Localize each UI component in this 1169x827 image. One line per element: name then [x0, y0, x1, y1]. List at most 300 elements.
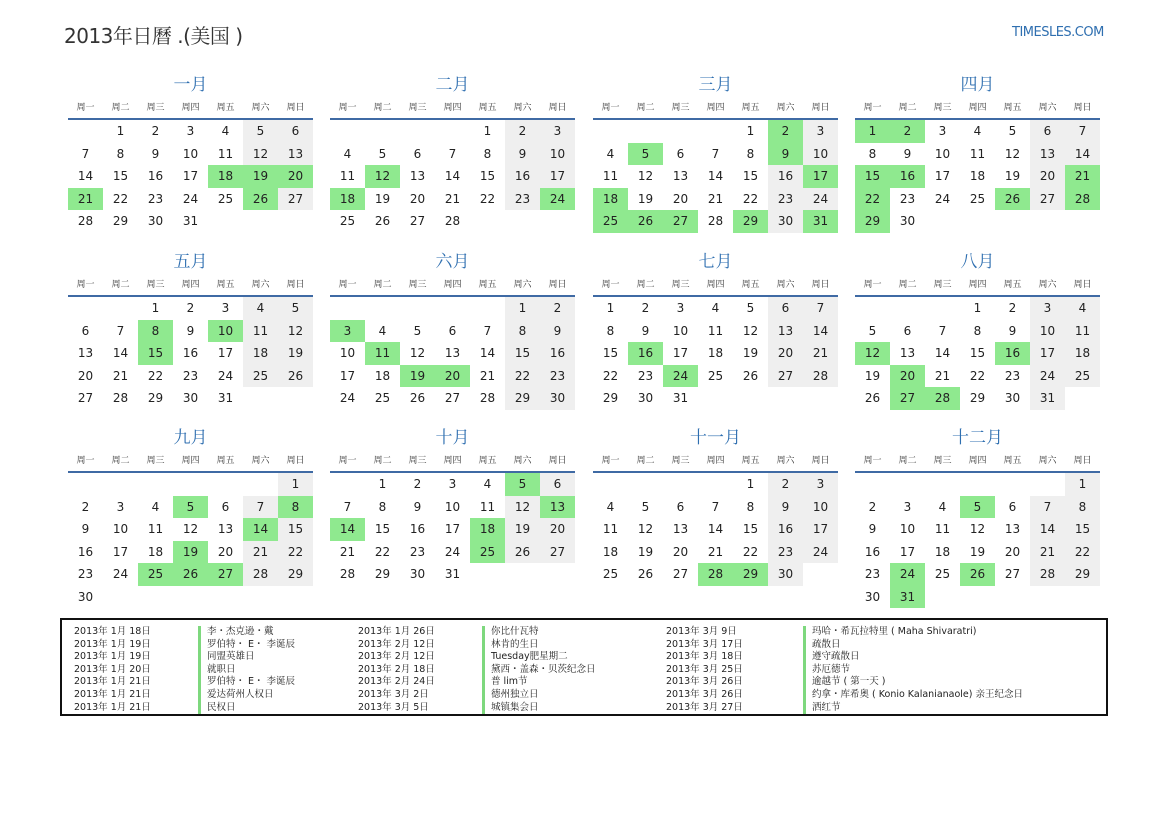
weekday-label: 周四	[706, 456, 725, 466]
weekday-header	[330, 98, 575, 120]
weekday-label: 周五	[216, 456, 235, 466]
holiday-date: 2013年 2月 18日	[358, 663, 435, 675]
day-cell: 5	[868, 323, 877, 338]
day-cell: 9	[505, 143, 540, 166]
weekday-label: 周五	[1003, 280, 1022, 290]
day-cell: 11	[479, 499, 496, 514]
holiday-day-cell: 13	[540, 496, 575, 519]
empty-day-cell	[593, 473, 628, 496]
weekday-label: 周二	[111, 280, 130, 290]
day-cell: 18	[602, 544, 619, 559]
holiday-name: 遵守疏散日	[803, 651, 1023, 664]
month-name: 七月	[698, 252, 733, 272]
weekday-header	[593, 98, 838, 120]
day-cell: 3	[803, 120, 838, 143]
weekday-label: 周日	[286, 456, 305, 466]
day-cell: 9	[903, 146, 912, 161]
weekday-header	[68, 98, 313, 120]
weekday-label: 周三	[933, 280, 952, 290]
day-cell: 15	[374, 522, 391, 536]
day-cell: 12	[182, 522, 199, 536]
holiday-day-cell: 27	[890, 387, 925, 410]
day-cell: 12	[409, 346, 426, 360]
day-cell: 3	[803, 473, 838, 496]
holiday-day-cell: 20	[435, 365, 470, 388]
day-cell: 12	[505, 496, 540, 519]
day-cell: 21	[339, 544, 356, 559]
holiday-day-cell: 18	[470, 518, 505, 541]
weekday-label: 周六	[513, 456, 532, 466]
weekday-label: 周六	[776, 103, 795, 113]
day-cell: 23	[540, 365, 575, 388]
holiday-day-cell: 5	[173, 496, 208, 519]
day-grid	[593, 297, 838, 410]
holiday-day-cell: 25	[593, 210, 628, 233]
empty-day-cell	[330, 120, 365, 143]
day-cell: 6	[676, 146, 685, 161]
day-cell: 2	[868, 499, 877, 514]
day-cell: 21	[707, 544, 724, 559]
day-cell: 2	[81, 499, 90, 514]
day-cell: 18	[1065, 342, 1100, 365]
day-cell: 7	[938, 323, 947, 338]
day-cell: 19	[637, 191, 654, 206]
day-cell: 13	[672, 522, 689, 536]
holiday-day-cell: 26	[960, 563, 995, 586]
empty-day-cell	[173, 473, 208, 496]
holiday-name-column	[198, 626, 295, 714]
day-cell: 24	[217, 368, 234, 383]
holiday-date: 2013年 3月 18日	[666, 651, 743, 663]
empty-day-cell	[628, 120, 663, 143]
day-cell: 26	[278, 365, 313, 388]
day-cell: 11	[147, 522, 164, 536]
day-cell: 22	[112, 191, 129, 206]
holiday-date: 2013年 1月 20日	[74, 663, 151, 675]
weekday-label: 周日	[811, 280, 830, 290]
month-name: 六月	[435, 252, 470, 272]
day-cell: 4	[606, 146, 615, 161]
day-cell: 13	[278, 143, 313, 166]
weekday-label: 周一	[601, 103, 620, 113]
month-name: 十月	[435, 428, 470, 448]
day-cell: 18	[707, 346, 724, 360]
weekday-label: 周四	[968, 456, 987, 466]
day-cell: 21	[934, 368, 951, 383]
empty-day-cell	[855, 297, 890, 320]
day-cell: 28	[243, 563, 278, 586]
weekday-label: 周二	[373, 456, 392, 466]
holiday-name: Tuesday肥星期二	[482, 651, 596, 664]
day-cell: 24	[444, 544, 461, 559]
day-cell: 9	[186, 323, 195, 338]
day-cell: 14	[803, 320, 838, 343]
holiday-name-column	[803, 626, 1023, 714]
day-cell: 19	[864, 368, 881, 383]
holiday-day-cell: 27	[208, 563, 243, 586]
day-cell: 30	[899, 214, 916, 228]
day-cell: 9	[413, 499, 422, 514]
day-cell: 18	[934, 544, 951, 559]
day-cell: 17	[217, 346, 234, 360]
day-cell: 5	[413, 323, 422, 338]
day-cell: 4	[1065, 297, 1100, 320]
weekday-label: 周日	[286, 103, 305, 113]
day-cell: 5	[378, 146, 387, 161]
holiday-name: 就职日	[198, 664, 295, 677]
weekday-label: 周二	[636, 280, 655, 290]
weekday-label: 周五	[216, 280, 235, 290]
day-cell: 6	[413, 146, 422, 161]
holiday-day-cell: 24	[663, 365, 698, 388]
holiday-date: 2013年 3月 25日	[666, 663, 743, 675]
day-cell: 22	[969, 368, 986, 383]
day-cell: 27	[672, 567, 689, 581]
day-cell: 14	[77, 169, 94, 183]
day-cell: 13	[217, 522, 234, 536]
day-cell: 15	[112, 169, 129, 183]
day-cell: 22	[374, 544, 391, 559]
day-cell: 13	[1030, 143, 1065, 166]
empty-day-cell	[995, 473, 1030, 496]
day-cell: 9	[768, 496, 803, 519]
day-cell: 24	[803, 188, 838, 211]
day-cell: 25	[217, 191, 234, 206]
weekday-header	[593, 275, 838, 297]
empty-day-cell	[890, 473, 925, 496]
weekday-label: 周六	[776, 456, 795, 466]
day-cell: 3	[938, 124, 947, 138]
weekday-label: 周一	[338, 456, 357, 466]
holiday-day-cell: 16	[890, 165, 925, 188]
day-cell: 27	[409, 214, 426, 228]
day-cell: 14	[479, 346, 496, 360]
holiday-name: 爱达荷州人权日	[198, 689, 295, 702]
weekday-label: 周四	[706, 103, 725, 113]
day-cell: 13	[899, 346, 916, 360]
site-link[interactable]: TIMESLES.COM	[1012, 25, 1104, 40]
holiday-name: 玛哈・希瓦拉特里 ( Maha Shivaratri)	[803, 626, 1023, 639]
day-cell: 24	[803, 541, 838, 564]
day-cell: 11	[707, 323, 724, 338]
holiday-name-column	[482, 626, 596, 714]
empty-day-cell	[68, 297, 103, 320]
weekday-label: 周日	[286, 280, 305, 290]
day-cell: 14	[1065, 143, 1100, 166]
day-grid	[593, 120, 838, 233]
day-cell: 23	[864, 567, 881, 581]
day-cell: 23	[505, 188, 540, 211]
weekday-label: 周三	[408, 103, 427, 113]
day-cell: 4	[243, 297, 278, 320]
weekday-label: 周一	[863, 103, 882, 113]
day-cell: 26	[374, 214, 391, 228]
empty-day-cell	[698, 120, 733, 143]
holiday-day-cell: 20	[890, 365, 925, 388]
weekday-label: 周一	[601, 280, 620, 290]
holiday-day-cell: 14	[330, 518, 365, 541]
weekday-label: 周日	[811, 456, 830, 466]
day-cell: 10	[934, 146, 951, 161]
day-cell: 1	[378, 477, 387, 491]
day-cell: 6	[448, 323, 457, 338]
day-cell: 15	[1065, 518, 1100, 541]
day-cell: 20	[768, 342, 803, 365]
holiday-day-cell: 28	[698, 563, 733, 586]
holiday-name: 林肯的生日	[482, 639, 596, 652]
weekday-label: 周二	[636, 456, 655, 466]
day-cell: 2	[641, 301, 650, 315]
empty-day-cell	[593, 120, 628, 143]
day-cell: 17	[803, 518, 838, 541]
day-cell: 25	[1065, 365, 1100, 388]
day-cell: 23	[768, 188, 803, 211]
empty-day-cell	[1030, 473, 1065, 496]
holiday-date: 2013年 1月 19日	[74, 651, 151, 663]
weekday-label: 周四	[443, 103, 462, 113]
holiday-date: 2013年 1月 26日	[358, 626, 435, 637]
day-cell: 19	[278, 342, 313, 365]
day-cell: 11	[934, 522, 951, 536]
day-cell: 3	[1030, 297, 1065, 320]
month-name: 九月	[173, 428, 208, 448]
weekday-label: 周三	[146, 103, 165, 113]
day-cell: 23	[77, 567, 94, 581]
day-cell: 25	[707, 368, 724, 383]
day-cell: 7	[1065, 120, 1100, 143]
day-cell: 12	[637, 169, 654, 183]
day-cell: 27	[1030, 188, 1065, 211]
day-cell: 4	[483, 477, 492, 491]
day-cell: 21	[803, 342, 838, 365]
weekday-label: 周一	[863, 456, 882, 466]
day-cell: 15	[969, 346, 986, 360]
empty-day-cell	[365, 297, 400, 320]
day-cell: 5	[278, 297, 313, 320]
day-cell: 22	[278, 541, 313, 564]
day-cell: 11	[217, 146, 234, 161]
day-cell: 31	[444, 567, 461, 581]
day-cell: 27	[77, 391, 94, 405]
day-cell: 3	[116, 499, 125, 514]
day-cell: 22	[1065, 541, 1100, 564]
month-block	[855, 425, 1100, 608]
empty-day-cell	[243, 473, 278, 496]
day-cell: 2	[151, 124, 160, 138]
day-cell: 6	[1030, 120, 1065, 143]
day-cell: 10	[540, 143, 575, 166]
day-cell: 11	[602, 169, 619, 183]
weekday-label: 周五	[478, 456, 497, 466]
weekday-label: 周三	[146, 280, 165, 290]
holiday-date: 2013年 3月 9日	[666, 626, 737, 637]
day-cell: 4	[378, 323, 387, 338]
day-cell: 20	[1004, 544, 1021, 559]
weekday-label: 周三	[933, 456, 952, 466]
day-cell: 4	[151, 499, 160, 514]
day-cell: 1	[151, 301, 160, 315]
day-cell: 20	[77, 368, 94, 383]
holiday-day-cell: 25	[138, 563, 173, 586]
day-cell: 28	[707, 214, 724, 228]
empty-day-cell	[138, 473, 173, 496]
day-cell: 16	[77, 544, 94, 559]
weekday-label: 周五	[741, 456, 760, 466]
day-cell: 19	[742, 346, 759, 360]
day-cell: 5	[641, 499, 650, 514]
day-cell: 14	[1030, 518, 1065, 541]
day-cell: 2	[413, 477, 422, 491]
day-grid	[855, 120, 1100, 233]
empty-day-cell	[103, 297, 138, 320]
day-cell: 27	[444, 391, 461, 405]
day-cell: 17	[540, 165, 575, 188]
month-block	[593, 72, 838, 233]
day-cell: 6	[1008, 499, 1017, 514]
weekday-label: 周六	[513, 280, 532, 290]
day-cell: 10	[112, 522, 129, 536]
weekday-label: 周三	[408, 456, 427, 466]
day-cell: 17	[112, 544, 129, 559]
day-cell: 14	[112, 346, 129, 360]
holiday-day-cell: 18	[593, 188, 628, 211]
month-name: 三月	[698, 75, 733, 95]
day-cell: 28	[479, 391, 496, 405]
day-cell: 29	[602, 391, 619, 405]
holiday-date: 2013年 1月 21日	[74, 688, 151, 700]
day-cell: 19	[637, 544, 654, 559]
day-cell: 25	[969, 191, 986, 206]
day-cell: 28	[444, 214, 461, 228]
holiday-name: 民权日	[198, 702, 295, 715]
day-cell: 29	[374, 567, 391, 581]
weekday-label: 周五	[216, 103, 235, 113]
holiday-date-column	[358, 626, 435, 714]
weekday-label: 周一	[76, 280, 95, 290]
day-cell: 3	[448, 477, 457, 491]
holiday-day-cell: 21	[68, 188, 103, 211]
weekday-label: 周五	[478, 280, 497, 290]
month-name: 十二月	[952, 428, 1003, 448]
holiday-day-cell: 26	[628, 210, 663, 233]
weekday-label: 周三	[671, 103, 690, 113]
day-cell: 29	[278, 563, 313, 586]
day-cell: 6	[903, 323, 912, 338]
holiday-name: 黛西・盖森・贝茨纪念日	[482, 664, 596, 677]
holiday-day-cell: 24	[890, 563, 925, 586]
month-name: 五月	[173, 252, 208, 272]
weekday-header	[68, 451, 313, 473]
weekday-header	[855, 275, 1100, 297]
day-cell: 15	[505, 342, 540, 365]
day-cell: 8	[746, 499, 755, 514]
day-cell: 25	[374, 391, 391, 405]
calendar-grid	[68, 72, 1104, 612]
holiday-name: 苏厄德节	[803, 664, 1023, 677]
holiday-day-cell: 24	[540, 188, 575, 211]
holiday-day-cell: 8	[138, 320, 173, 343]
day-cell: 31	[672, 391, 689, 405]
holiday-date: 2013年 1月 19日	[74, 638, 151, 650]
holiday-date: 2013年 3月 17日	[666, 638, 743, 650]
day-cell: 17	[1030, 342, 1065, 365]
day-cell: 1	[746, 477, 755, 491]
day-cell: 15	[742, 522, 759, 536]
empty-day-cell	[103, 473, 138, 496]
day-cell: 17	[182, 169, 199, 183]
weekday-label: 周六	[776, 280, 795, 290]
empty-day-cell	[960, 473, 995, 496]
day-cell: 28	[77, 214, 94, 228]
empty-day-cell	[365, 120, 400, 143]
day-cell: 7	[448, 146, 457, 161]
day-cell: 29	[505, 387, 540, 410]
weekday-label: 周六	[251, 456, 270, 466]
day-cell: 6	[676, 499, 685, 514]
holiday-day-cell: 21	[1065, 165, 1100, 188]
day-cell: 8	[483, 146, 492, 161]
day-cell: 11	[969, 146, 986, 161]
day-cell: 19	[505, 518, 540, 541]
day-cell: 23	[1004, 368, 1021, 383]
empty-day-cell	[435, 297, 470, 320]
holiday-name: 李・杰克逊・戴	[198, 626, 295, 639]
day-cell: 2	[505, 120, 540, 143]
day-cell: 14	[934, 346, 951, 360]
weekday-label: 周一	[76, 456, 95, 466]
day-cell: 16	[768, 165, 803, 188]
day-cell: 22	[742, 544, 759, 559]
weekday-label: 周二	[111, 103, 130, 113]
day-cell: 27	[768, 365, 803, 388]
weekday-label: 周二	[111, 456, 130, 466]
holiday-date: 2013年 2月 12日	[358, 638, 435, 650]
day-cell: 9	[81, 522, 90, 536]
day-cell: 1	[606, 301, 615, 315]
day-cell: 7	[243, 496, 278, 519]
day-cell: 16	[147, 169, 164, 183]
day-cell: 21	[112, 368, 129, 383]
day-cell: 1	[973, 301, 982, 315]
day-cell: 10	[339, 346, 356, 360]
holiday-day-cell: 25	[470, 541, 505, 564]
holiday-date: 2013年 1月 21日	[74, 701, 151, 713]
day-cell: 22	[505, 365, 540, 388]
month-name: 八月	[960, 252, 995, 272]
weekday-label: 周四	[968, 280, 987, 290]
day-cell: 6	[768, 297, 803, 320]
day-cell: 24	[1030, 365, 1065, 388]
day-cell: 25	[339, 214, 356, 228]
holiday-day-cell: 16	[628, 342, 663, 365]
day-cell: 7	[116, 323, 125, 338]
holiday-day-cell: 22	[855, 188, 890, 211]
empty-day-cell	[663, 120, 698, 143]
day-cell: 7	[803, 297, 838, 320]
holiday-day-cell: 18	[330, 188, 365, 211]
weekday-label: 周五	[478, 103, 497, 113]
day-cell: 14	[707, 169, 724, 183]
weekday-label: 周四	[181, 280, 200, 290]
holiday-day-cell: 8	[278, 496, 313, 519]
day-cell: 18	[374, 368, 391, 383]
month-block	[593, 249, 838, 410]
day-cell: 16	[505, 165, 540, 188]
day-cell: 4	[973, 124, 982, 138]
day-cell: 22	[742, 191, 759, 206]
empty-day-cell	[330, 473, 365, 496]
day-cell: 11	[243, 320, 278, 343]
